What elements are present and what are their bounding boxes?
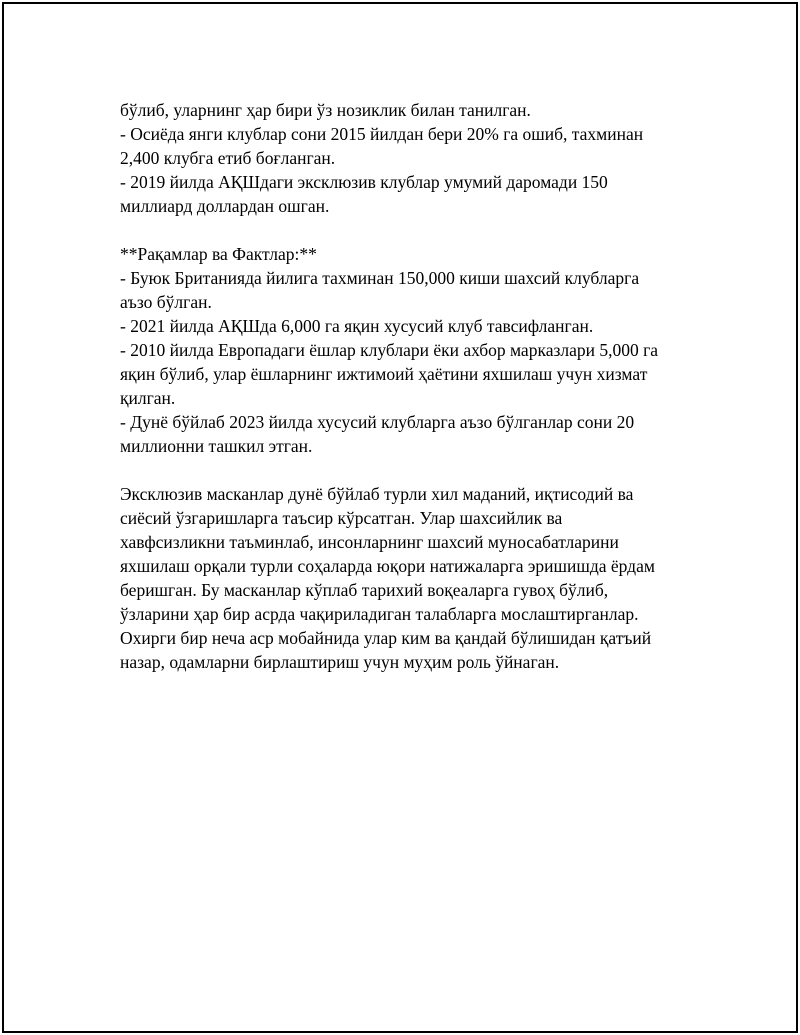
text-line: яхшилаш орқали турли соҳаларда юқори натижаларга эришишда ёрдам [120, 556, 655, 576]
text-line: яқин бўлиб, улар ёшларнинг ижтимоий ҳаётини яхшилаш учун хизмат [120, 364, 648, 384]
text-line: бўлиб, уларнинг ҳар бири ўз нозиклик билан танилган. [120, 100, 531, 120]
text-line: аъзо бўлган. [120, 292, 212, 312]
text-line: 2,400 клубга етиб боғланган. [120, 148, 336, 168]
list-item: - Осиёда янги клублар сони 2015 йилдан бери 20% га ошиб, тахминан [120, 124, 644, 144]
list-item: - 2010 йилда Европадаги ёшлар клублари ёки ахбор марказлари 5,000 га [120, 340, 659, 360]
facts-heading: **Рақамлар ва Фактлар:** [120, 244, 317, 264]
text-line: беришган. Бу масканлар кўплаб тарихий воқеаларга гувоҳ бўлиб, [120, 580, 609, 600]
list-item: - 2021 йилда АҚШда 6,000 га яқин хусусий клуб тавсифланган. [120, 316, 594, 336]
text-line: назар, одамларни бирлаштириш учун муҳим роль ўйнаган. [120, 652, 560, 672]
list-item: - Дунё бўйлаб 2023 йилда хусусий клубларга аъзо бўлганлар сони 20 [120, 412, 635, 432]
facts-list-block [120, 266, 720, 458]
text-line: Охирги бир неча аср мобайнида улар ким ва қандай бўлишидан қатъий [120, 628, 652, 648]
top-list-block [120, 98, 720, 218]
document-page [2, 2, 798, 1033]
text-line: миллиард доллардан ошган. [120, 196, 330, 216]
text-line: миллионни ташкил этган. [120, 436, 313, 456]
paragraph-spacer [120, 458, 720, 482]
text-line: хавфсизликни таъминлаб, инсонларнинг шахсий муносабатларини [120, 532, 619, 552]
closing-paragraph [120, 482, 720, 674]
text-line: қилган. [120, 388, 176, 408]
paragraph-spacer [120, 218, 720, 242]
document-body [120, 98, 720, 674]
text-line: ўзларини ҳар бир асрда чақириладиган талабларга мослаштирганлар. [120, 604, 639, 624]
list-item: - 2019 йилда АҚШдаги эксклюзив клублар умумий даромади 150 [120, 172, 608, 192]
text-line: Эксклюзив масканлар дунё бўйлаб турли хил маданий, иқтисодий ва [120, 484, 634, 504]
list-item: - Буюк Британияда йилига тахминан 150,000 киши шахсий клубларга [120, 268, 640, 288]
text-line: сиёсий ўзгаришларга таъсир кўрсатган. Улар шахсийлик ва [120, 508, 563, 528]
